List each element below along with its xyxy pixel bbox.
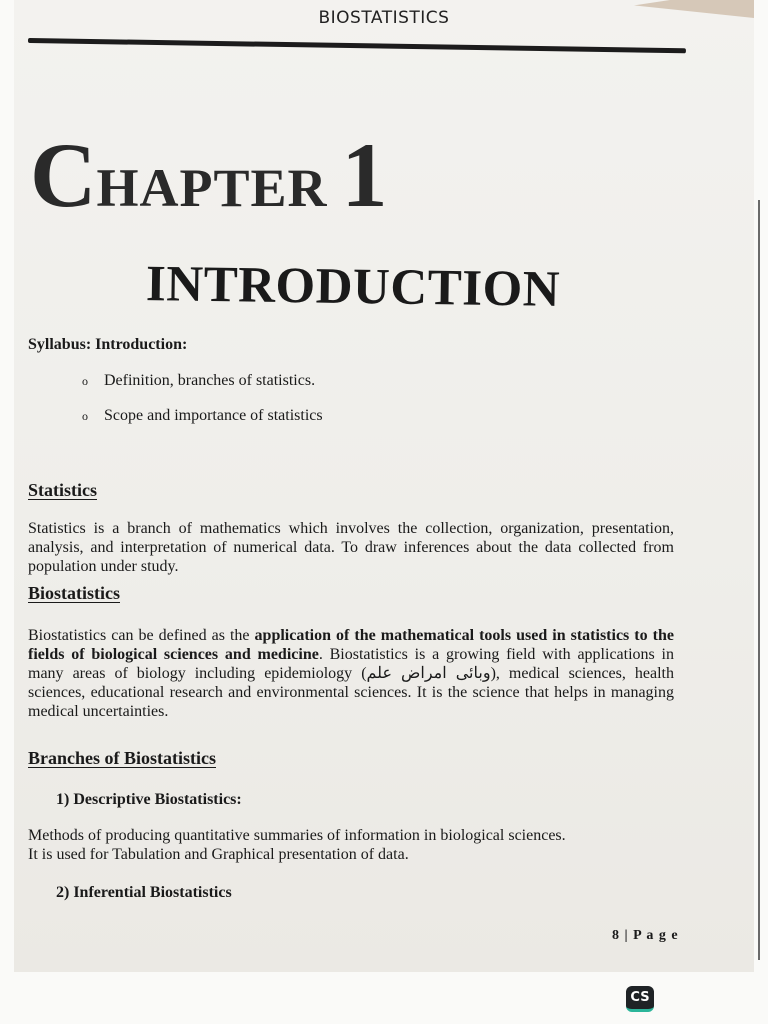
descriptive-description bbox=[28, 826, 674, 864]
page-binding-edge bbox=[758, 200, 760, 960]
section-heading-biostatistics: Biostatistics bbox=[28, 583, 120, 603]
biostatistics-text-end: . Biostatistics is a growing field with applications in many areas of biology including epidemiology (وبائی امراض علم), medical sciences, health sciences, educational research and environmental sciences. It is the science that helps in managing medical uncertainties. bbox=[28, 646, 675, 720]
bullet-mark: o bbox=[82, 374, 88, 388]
syllabus-item-text: Definition, branches of statistics. bbox=[104, 372, 316, 389]
branch-item-inferential: 2) Inferential Biostatistics bbox=[56, 884, 232, 901]
chapter-heading bbox=[30, 122, 387, 228]
document-page bbox=[14, 0, 754, 972]
chapter-initial: C bbox=[30, 124, 97, 226]
chapter-number: 1 bbox=[341, 124, 388, 226]
chapter-title: INTRODUCTION bbox=[145, 256, 561, 318]
biostatistics-paragraph bbox=[28, 626, 674, 721]
syllabus-item-text: Scope and importance of statistics bbox=[104, 407, 323, 424]
section-heading-statistics: Statistics bbox=[28, 480, 97, 500]
statistics-paragraph: Statistics is a branch of mathematics which involves the collection, organization, presentation, analysis, and interpretation of numerical data. To draw inferences about the data collected from population under study. bbox=[28, 520, 674, 575]
syllabus-item bbox=[82, 372, 315, 390]
page-number: 8 | P a g e bbox=[612, 928, 679, 943]
running-head: BIOSTATISTICS bbox=[318, 8, 450, 28]
syllabus-label: Syllabus: Introduction: bbox=[28, 336, 188, 353]
branch-item-descriptive: 1) Descriptive Biostatistics: bbox=[56, 791, 242, 808]
chapter-word: HAPTER bbox=[96, 158, 328, 218]
section-heading-branches: Branches of Biostatistics bbox=[28, 748, 216, 768]
descriptive-line-2: It is used for Tabulation and Graphical presentation of data. bbox=[28, 846, 409, 863]
biostatistics-definition: application of the mathematical tools used in statistics to the fields of biological sciences and medicine bbox=[28, 627, 674, 663]
camscanner-logo-icon: CS bbox=[626, 986, 654, 1012]
bullet-mark: o bbox=[82, 409, 88, 423]
descriptive-line-1: Methods of producing quantitative summaries of information in biological sciences. bbox=[28, 827, 566, 844]
biostatistics-text-start: Biostatistics can be defined as the bbox=[28, 627, 255, 644]
syllabus-item bbox=[82, 407, 323, 425]
header-rule bbox=[28, 38, 686, 53]
